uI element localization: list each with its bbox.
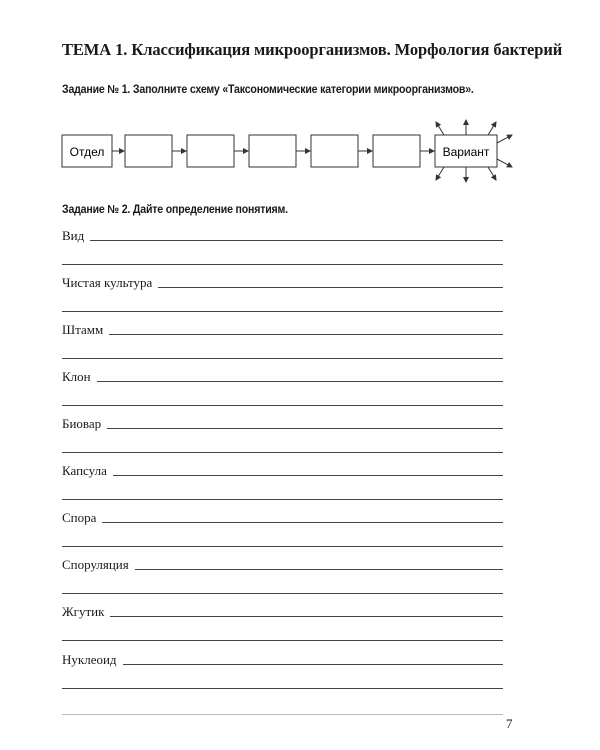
task-1-heading: Задание № 1. Заполните схему «Таксономические категории микроорганизмов». bbox=[62, 84, 474, 96]
definition-row-biovar bbox=[62, 416, 503, 432]
scheme-box-first-label: Отдел bbox=[69, 145, 105, 159]
term-label: Споруляция bbox=[62, 557, 129, 572]
answer-line[interactable] bbox=[62, 593, 503, 594]
scheme-box-empty bbox=[249, 135, 296, 167]
answer-line[interactable] bbox=[62, 640, 503, 641]
definition-row-capsule bbox=[62, 463, 503, 479]
term-label: Чистая культура bbox=[62, 275, 153, 290]
answer-line[interactable] bbox=[123, 664, 503, 665]
scheme-box-empty bbox=[125, 135, 172, 167]
answer-line[interactable] bbox=[97, 381, 503, 382]
term-label: Клон bbox=[62, 369, 91, 384]
answer-line[interactable] bbox=[110, 616, 503, 617]
answer-line[interactable] bbox=[62, 358, 503, 359]
answer-line[interactable] bbox=[62, 264, 503, 265]
term-label: Биовар bbox=[62, 416, 102, 431]
scheme-box-empty bbox=[373, 135, 420, 167]
term-label: Нуклеоид bbox=[62, 652, 117, 667]
definition-row-spore bbox=[62, 510, 503, 526]
definition-row-sporulation bbox=[62, 557, 503, 573]
scheme-box-empty bbox=[187, 135, 234, 167]
term-label: Спора bbox=[62, 510, 97, 525]
answer-line[interactable] bbox=[62, 405, 503, 406]
term-label: Вид bbox=[62, 228, 85, 243]
answer-line[interactable] bbox=[107, 428, 503, 429]
taxonomy-scheme bbox=[60, 112, 520, 192]
answer-line[interactable] bbox=[62, 311, 503, 312]
term-label: Жгутик bbox=[62, 604, 105, 619]
answer-line[interactable] bbox=[135, 569, 503, 570]
page-title: ТЕМА 1. Классификация микроорганизмов. Морфология бактерий bbox=[62, 40, 563, 59]
definition-row-strain bbox=[62, 322, 503, 338]
term-label: Капсула bbox=[62, 463, 107, 478]
definition-row-flagellum bbox=[62, 604, 503, 620]
definition-row-nucleoid bbox=[62, 652, 503, 668]
answer-line[interactable] bbox=[62, 546, 503, 547]
answer-line[interactable] bbox=[158, 287, 503, 288]
answer-line[interactable] bbox=[113, 475, 503, 476]
answer-line[interactable] bbox=[102, 522, 503, 523]
answer-line[interactable] bbox=[62, 499, 503, 500]
definition-row-clone bbox=[62, 369, 503, 385]
scheme-box-empty bbox=[311, 135, 358, 167]
answer-line[interactable] bbox=[62, 714, 503, 715]
scheme-box-last-label: Вариант bbox=[442, 145, 490, 159]
answer-line[interactable] bbox=[109, 334, 503, 335]
answer-line[interactable] bbox=[62, 688, 503, 689]
definition-row-pure-culture bbox=[62, 275, 503, 291]
task-2-heading: Задание № 2. Дайте определение понятиям. bbox=[62, 204, 288, 216]
term-label: Штамм bbox=[62, 322, 104, 337]
answer-line[interactable] bbox=[90, 240, 503, 241]
answer-line[interactable] bbox=[62, 452, 503, 453]
definition-row-vid bbox=[62, 228, 503, 244]
page-number: 7 bbox=[506, 716, 513, 731]
